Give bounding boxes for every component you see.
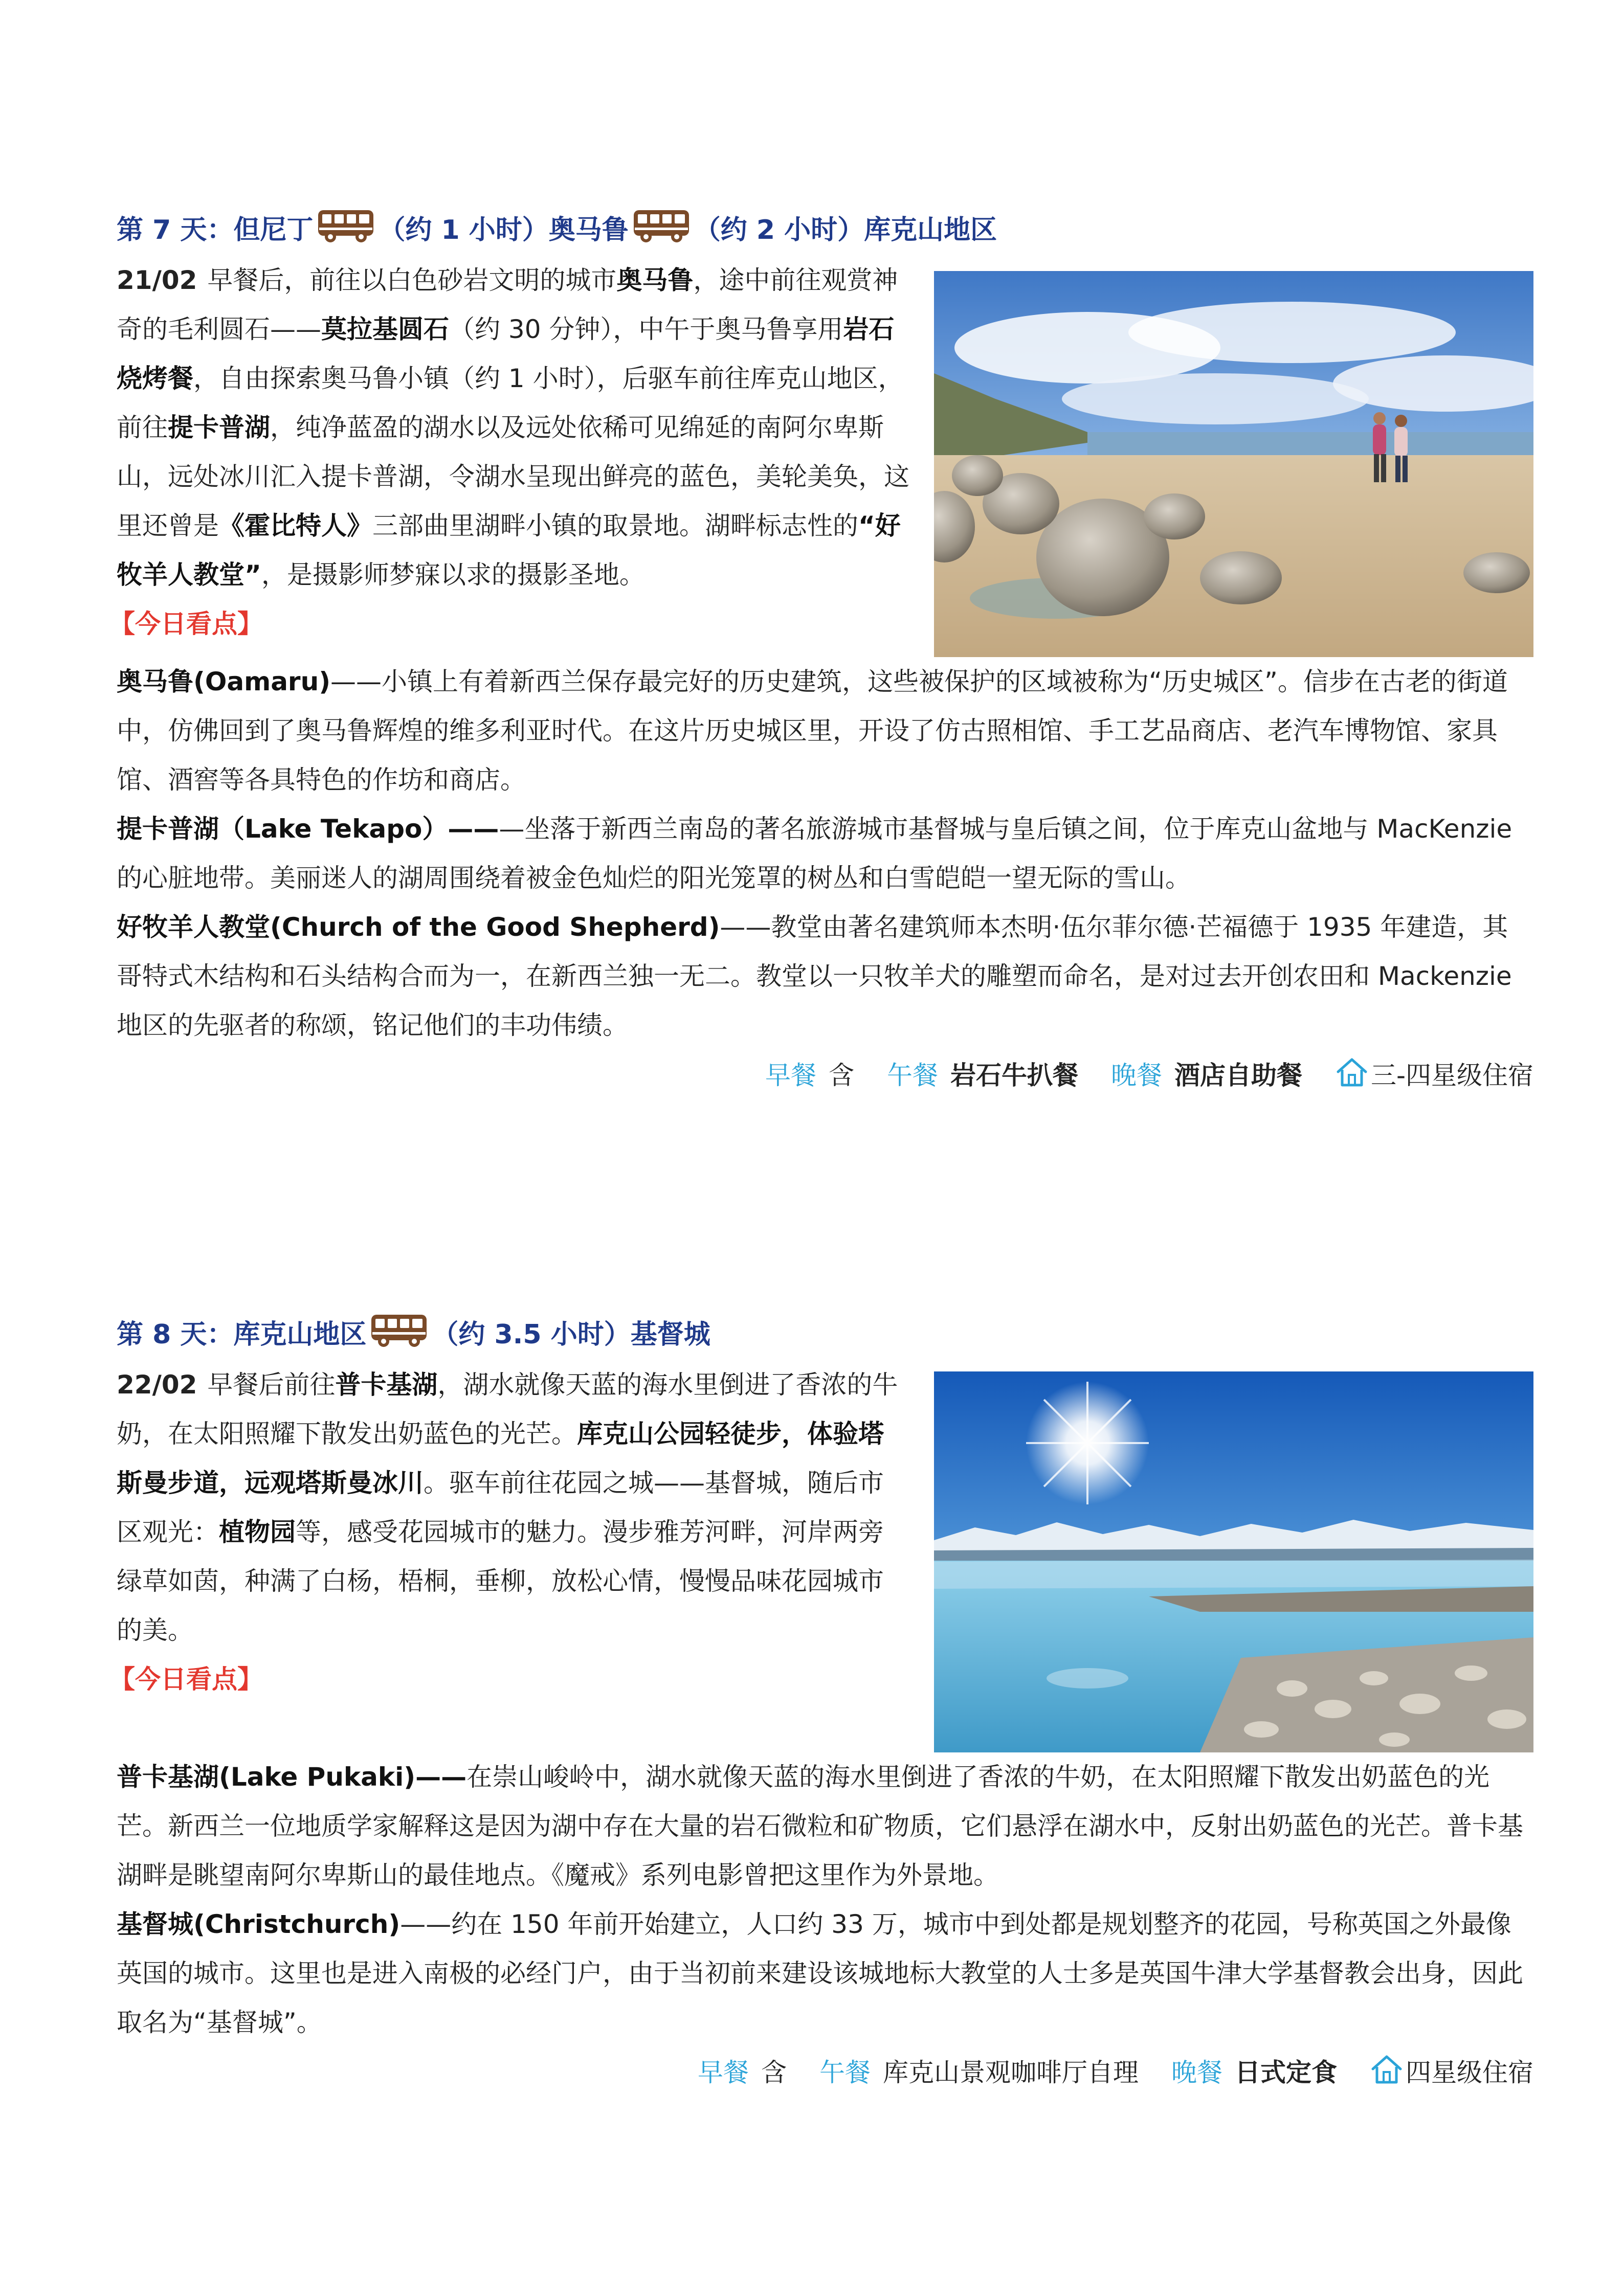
intro-text: ，是摄影师梦寐以求的摄影圣地。 [261, 560, 645, 590]
intro-text: 早餐后前往 [207, 1370, 336, 1400]
intro-highlight: 奥马鲁 [616, 265, 694, 295]
day-7-section [109, 205, 1533, 1101]
highlight-text: ——教堂由著名建筑师本杰明·伍尔菲尔德·芒福德于 1935 年建造，其哥特式木结构和石头结构合而为一，在新西兰独一无二。教堂以一只牧羊犬的雕塑而命名，是对过去开创农田和 Mackenzie 地区的先驱者的称颂，铭记他们的丰功伟绩。 [117, 912, 1512, 1040]
day-8-highlights-title: 【今日看点】 [109, 1664, 263, 1694]
day-8-content [109, 1360, 1533, 2047]
intro-highlight: “好牧羊人教堂” [117, 511, 901, 590]
highlight-name: 基督城(Christchurch) [117, 1909, 401, 1939]
moeraki-boulders-photo [934, 271, 1533, 657]
breakfast-label: 早餐 [765, 1061, 816, 1090]
day-7-title-segment-1: （约 1 小时）奥马鲁 [379, 215, 629, 245]
dinner-value: 日式定食 [1235, 2058, 1337, 2087]
dinner-value: 酒店自助餐 [1174, 1061, 1302, 1090]
highlight-lake-tekapo [117, 804, 1533, 903]
day-7-date: 21/02 [117, 265, 197, 295]
lunch-label: 午餐 [886, 1061, 938, 1090]
intro-highlight: 《霍比特人》 [219, 511, 372, 541]
highlight-text: ——约在 150 年前开始建立，人口约 33 万，城市中到处都是规划整齐的花园，号称英国之外最像英国的城市。这里也是进入南极的必经门户，由于当初前来建设该城地标大教堂的人士多是英国牛津大学基督教会出身，因此取名为“基督城”。 [117, 1909, 1523, 2037]
highlight-text: ——小镇上有着新西兰保存最完好的历史建筑，这些被保护的区域被称为“历史城区”。信步在古老的街道中，仿佛回到了奥马鲁辉煌的维多利亚时代。在这片历史城区里，开设了仿古照相馆、手工艺品商店、老汽车博物馆、家具馆、酒窖等各具特色的作坊和商店。 [117, 667, 1508, 795]
intro-text: （约 30 分钟），中午于奥马鲁享用 [449, 314, 843, 344]
hotel-value: 四星级住宿 [1406, 2058, 1533, 2087]
lake-pukaki-photo [934, 1371, 1533, 1752]
day-7-title-segment-2: （约 2 小时）库克山地区 [694, 215, 997, 245]
highlight-name: 奥马鲁(Oamaru) [117, 667, 331, 696]
bus-icon [633, 208, 690, 244]
intro-text: 等，感受花园城市的魅力。漫步雅芳河畔，河岸两旁绿草如茵，种满了白杨，梧桐，垂柳，放松心情，慢慢品味花园城市的美。 [117, 1517, 884, 1645]
breakfast-value: 含 [761, 2058, 787, 2087]
day-7-title [117, 205, 1533, 256]
intro-highlight: 提卡普湖 [168, 413, 270, 442]
intro-highlight: 植物园 [219, 1517, 296, 1547]
lunch-value: 库克山景观咖啡厅自理 [883, 2058, 1139, 2087]
day-8-date: 22/02 [117, 1370, 197, 1400]
intro-text: ，纯净蓝盈的湖水以及远处依稀可见绵延的南阿尔卑斯山，远处冰川汇入提卡普湖，令湖水呈现出鲜亮的蓝色，美轮美奂，这里还曾是 [117, 413, 909, 541]
intro-text: 早餐后，前往以白色砂岩文明的城市 [207, 265, 617, 295]
intro-text: ，湖水就像天蓝的海水里倒进了香浓的牛奶，在太阳照耀下散发出奶蓝色的光芒。 [117, 1370, 898, 1449]
day-7-meals [117, 1050, 1533, 1101]
highlight-christchurch [117, 1900, 1533, 2047]
lunch-value: 岩石牛扒餐 [950, 1061, 1078, 1090]
highlight-good-shepherd-church [117, 903, 1533, 1050]
highlight-oamaru [117, 657, 1533, 804]
highlight-name: 普卡基湖(Lake Pukaki)—— [117, 1762, 467, 1792]
bus-icon [370, 1313, 428, 1348]
hotel-value: 三-四星级住宿 [1370, 1061, 1533, 1090]
highlight-text: 在崇山峻岭中，湖水就像天蓝的海水里倒进了香浓的牛奶，在太阳照耀下散发出奶蓝色的光芒。新西兰一位地质学家解释这是因为湖中存在大量的岩石微粒和矿物质，它们悬浮在湖水中，反射出奶蓝色的光芒。普卡基湖畔是眺望南阿尔卑斯山的最佳地点。《魔戒》系列电影曾把这里作为外景地。 [117, 1762, 1523, 1890]
breakfast-label: 早餐 [698, 2058, 749, 2087]
intro-highlight: 普卡基湖 [335, 1370, 438, 1400]
intro-text: ，途中前往观赏神奇的毛利圆石—— [117, 265, 898, 344]
home-icon [1335, 1053, 1369, 1084]
highlight-text: —坐落于新西兰南岛的著名旅游城市基督城与皇后镇之间，位于库克山盆地与 MacKenzie 的心脏地带。美丽迷人的湖周围绕着被金色灿烂的阳光笼罩的树丛和白雪皑皑一望无际的雪山。 [117, 814, 1512, 893]
highlight-name: 提卡普湖（Lake Tekapo）—— [117, 814, 499, 844]
intro-highlight: 库克山公园轻徒步，体验塔斯曼步道，远观塔斯曼冰川 [117, 1419, 884, 1498]
intro-highlight: 岩石烧烤餐 [117, 314, 895, 393]
lunch-label: 午餐 [819, 2058, 871, 2087]
intro-text: 。驱车前往花园之城——基督城，随后市区观光： [117, 1468, 884, 1547]
day-8-meals [117, 2047, 1533, 2098]
day-8-title-prefix: 第 8 天：库克山地区 [117, 1319, 367, 1350]
day-8-section [109, 1309, 1533, 2098]
intro-text: ，自由探索奥马鲁小镇（约 1 小时），后驱车前往库克山地区，前往 [117, 364, 904, 442]
breakfast-value: 含 [828, 1061, 854, 1090]
day-7-content [109, 256, 1533, 1050]
highlight-name: 好牧羊人教堂(Church of the Good Shepherd) [117, 912, 720, 942]
home-icon [1370, 2050, 1404, 2081]
dinner-label: 晚餐 [1110, 1061, 1162, 1090]
intro-text: 三部曲里湖畔小镇的取景地。湖畔标志性的 [372, 511, 858, 541]
day-7-highlights-title: 【今日看点】 [109, 609, 263, 639]
intro-highlight: 莫拉基圆石 [321, 314, 449, 344]
dinner-label: 晚餐 [1171, 2058, 1222, 2087]
bus-icon [317, 208, 374, 244]
day-8-title-segment-1: （约 3.5 小时）基督城 [432, 1319, 710, 1350]
day-7-title-prefix: 第 7 天：但尼丁 [117, 215, 314, 245]
highlight-lake-pukaki [117, 1752, 1533, 1900]
day-8-title [117, 1309, 1533, 1360]
